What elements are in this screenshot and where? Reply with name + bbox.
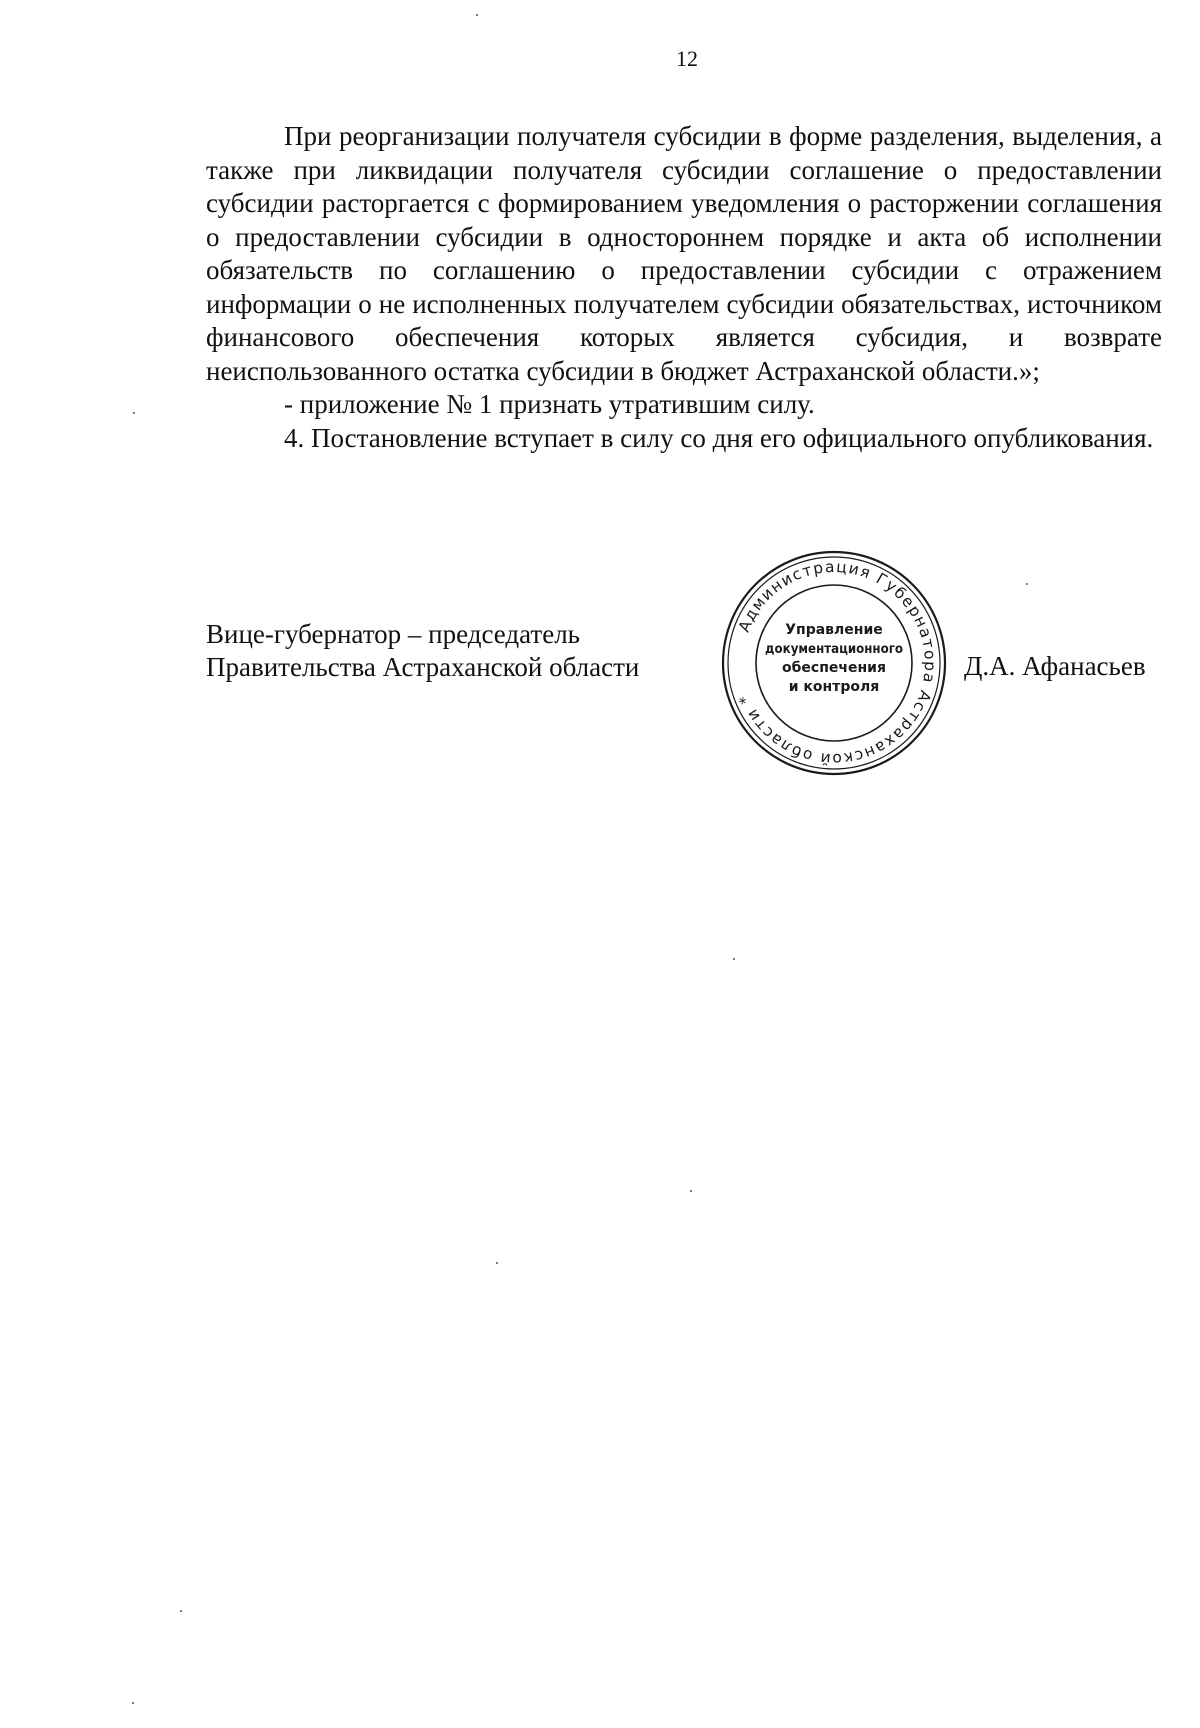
seal-inner-line-3: обеспечения <box>782 660 886 676</box>
signatory-position-line-1: Вице-губернатор – председатель <box>206 619 580 649</box>
scan-speck <box>133 412 135 414</box>
scan-speck <box>496 1262 498 1264</box>
seal-inner-line-1: Управление <box>785 622 883 638</box>
paragraph-reorganization: При реорганизации получателя субсидии в форме разделения, выделения, а также при ликвидации получателя субсидии соглашение о предоставлении субсидии расторгается с формированием уведомления о расторжении соглашения о предоставлении субсидии в одностороннем порядке и акта об исполнении обязательств по соглашению о предоставлении субсидии с отражением информации о не исполненных получателем субсидии обязательствах, источником финансового обеспечения которых является субсидия, и возврате неиспользованного остатка субсидии в бюджет Астраханской области.»; <box>206 121 1162 386</box>
scan-speck <box>733 958 735 960</box>
signatory-position <box>206 618 639 684</box>
official-seal <box>720 549 948 777</box>
signatory-name: Д.А. Афанасьев <box>964 651 1146 681</box>
scan-speck <box>132 1702 134 1704</box>
seal-inner-line-2: документационного <box>765 642 904 657</box>
scan-speck <box>476 14 478 16</box>
signatory-position-line-2: Правительства Астраханской области <box>206 652 640 682</box>
scan-speck <box>1026 583 1028 585</box>
document-body <box>206 120 1162 455</box>
seal-outer-text: Администрация Губернатора Астраханской области * <box>734 557 940 769</box>
seal-inner-line-4: и контроля <box>788 679 880 695</box>
paragraph-appendix: - приложение № 1 признать утратившим силу. <box>284 389 815 419</box>
scan-speck <box>180 1610 182 1612</box>
page-number: 12 <box>676 46 698 71</box>
scan-speck <box>690 1190 692 1192</box>
paragraph-effective-date: 4. Постановление вступает в силу со дня его официального опубликования. <box>284 422 1154 453</box>
